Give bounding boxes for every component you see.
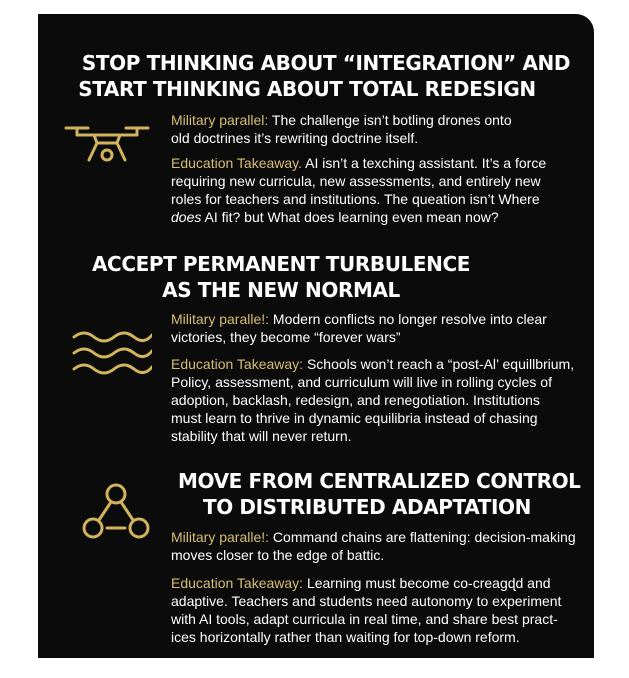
section-2-heading-line-1: ACCEPT PERMANENT TURBULENCE: [91, 252, 471, 276]
section-3-education-line-3: with AI tools, adapt curricula in real time, and share best pract-: [171, 611, 558, 627]
section-1-education-line-2: requiring new curricula, new assessments, and entirely new: [171, 173, 541, 189]
section-1-education-line-1: AI isn’t a texching assistant. It’s a force: [302, 155, 547, 171]
section-1-heading: [38, 50, 594, 102]
section-1-military-label: Military parallel:: [171, 112, 269, 128]
section-2-education-line-1: Schools won’t reach a “post-Al’ equillbrium,: [303, 356, 575, 372]
section-2-education-line-3: adoption, backlash, redesign, and renegotiation. Institutions: [171, 392, 540, 408]
section-3-military-parallel: [171, 528, 576, 564]
section-3-education-line-4: ices horizontally rather than waiting for top-down reform.: [171, 629, 520, 645]
section-1-military-line-2: old doctrines it’s rewriting doctrine itself.: [171, 130, 419, 146]
section-3-military-line-2: moves closer to the edge of battic.: [171, 547, 385, 563]
infographic-panel: [38, 14, 594, 658]
drone-icon: [64, 124, 150, 174]
section-2-heading: [38, 251, 594, 303]
section-3-heading-line-1: MOVE FROM CENTRALIZED CONTROL: [178, 469, 581, 493]
section-3-education-line-1: Learning must become co-creagɖd and: [303, 575, 551, 591]
waves-icon: [72, 328, 152, 378]
section-2-education-line-4: must learn to thrive in dynamic equilibria instead of chasing: [171, 410, 538, 426]
section-1-education-line-4: AI fit? but What does learning even mean now?: [201, 209, 499, 225]
section-1-military-line-1: The challenge isn’t botling drones onto: [268, 112, 512, 128]
section-2-military-line-1: Modern conflicts no longer resolve into clear: [269, 311, 547, 327]
section-3-military-line-1: Command chains are flattening: decision-making: [269, 529, 576, 545]
section-2-education-takeaway: [171, 355, 574, 445]
section-2-military-label: Military paralle!:: [171, 311, 270, 327]
section-1-education-line-3: roles for teachers and institutions. The queation isn’t Where: [171, 191, 540, 207]
section-1-education-label: Education Takeaway.: [171, 155, 303, 171]
section-3-heading-line-2: TO DISTRIBUTED ADAPTATION: [203, 495, 531, 519]
section-3-education-takeaway: [171, 574, 561, 646]
section-1-education-line-4-emphasis: does: [171, 209, 202, 225]
section-2-education-line-2: Policy, assessment, and curriculum will live in rolling cycles of: [171, 374, 552, 390]
section-3-military-label: Military paralle!:: [171, 529, 270, 545]
section-3-education-line-2: adaptive. Teachers and students need autonomy to experiment: [171, 593, 562, 609]
section-1-military-parallel: [171, 111, 512, 147]
section-2-education-label: Education Takeaway:: [171, 356, 304, 372]
section-1-heading-line-1: STOP THINKING ABOUT “INTEGRATION” AND: [81, 51, 571, 75]
network-nodes-icon: [81, 482, 151, 542]
section-2-education-line-5: stability that will never return.: [171, 428, 352, 444]
section-1-heading-line-2: START THINKING ABOUT TOTAL REDESIGN: [78, 77, 536, 101]
section-3-education-label: Education Takeaway:: [171, 575, 304, 591]
section-2-military-line-2: victories, they become “forever wars”: [171, 329, 401, 345]
section-2-military-parallel: [171, 310, 547, 346]
section-2-heading-line-2: AS THE NEW NORMAL: [162, 278, 400, 302]
section-1-education-takeaway: [171, 154, 546, 226]
